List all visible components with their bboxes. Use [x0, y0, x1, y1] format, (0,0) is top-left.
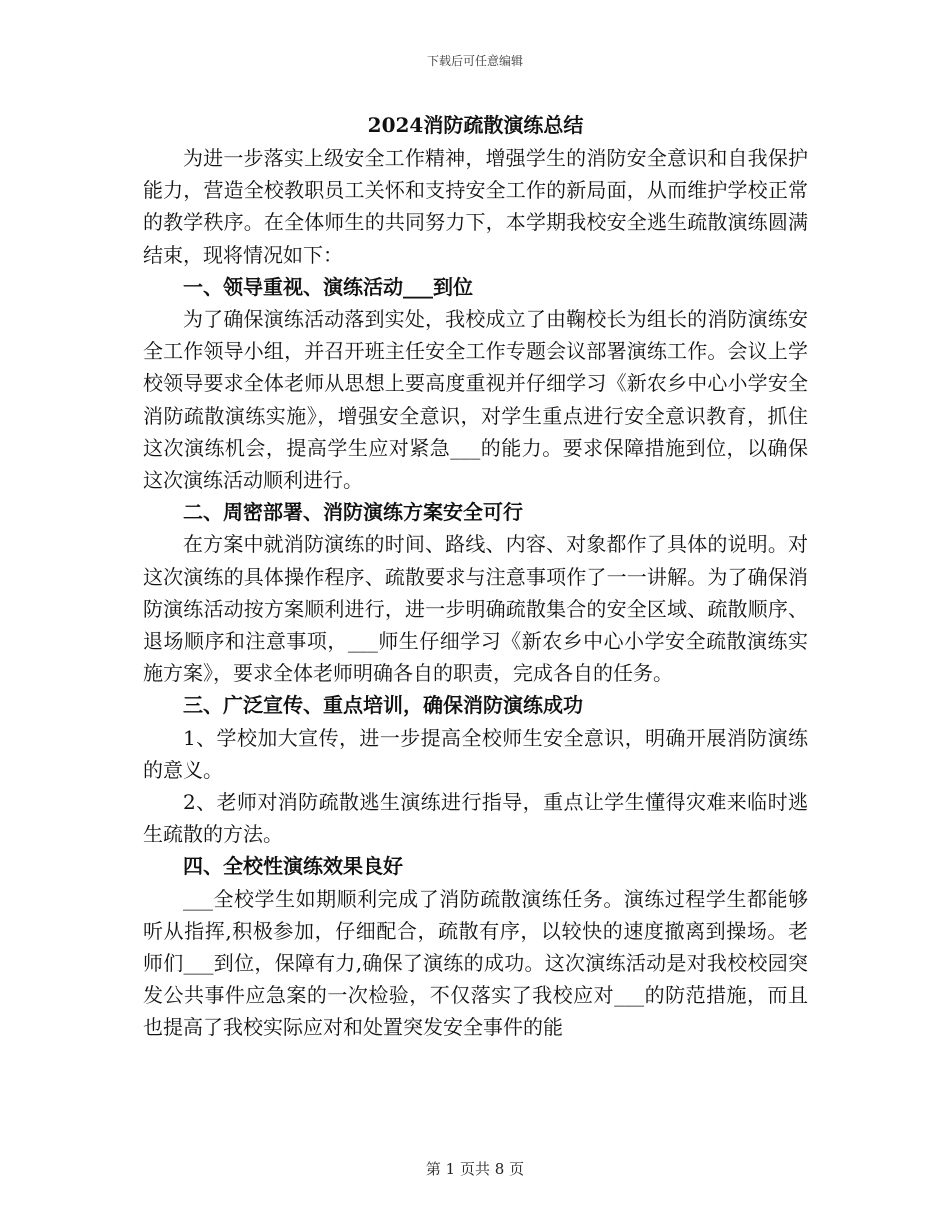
- section-2-body: 在方案中就消防演练的时间、路线、内容、对象都作了具体的说明。对这次演练的具体操作程序、疏散要求与注意事项作了一一讲解。为了确保消防演练活动按方案顺利进行，进一步明确疏散集合的安全区域、疏散顺序、退场顺序和注意事项，___师生仔细学习《新农乡中心小学安全疏散演练实施方案》，要求全体老师明确各自的职责，完成各自的任务。: [143, 532, 808, 686]
- page-header-note: 下载后可任意编辑: [426, 54, 523, 68]
- section-4-body: ___全校学生如期顺利完成了消防疏散演练任务。演练过程学生都能够听从指挥,积极参加，仔细配合，疏散有序，以较快的速度撤离到操场。老师们___到位，保障有力,确保了演练的成功。这次演练活动是对我校校园突发公共事件应急案的一次检验，不仅落实了我校应对___的防范措施，而且也提高了我校实际应对和处置突发安全事件的能: [143, 886, 808, 1040]
- intro-paragraph: 为进一步落实上级安全工作精神，增强学生的消防安全意识和自我保护能力，营造全校教职员工关怀和支持安全工作的新局面，从而维护学校正常的教学秩序。在全体师生的共同努力下，本学期我校安全逃生疏散演练圆满结束，现将情况如下：: [143, 146, 808, 267]
- section-3-heading: 三、广泛宣传、重点培训，确保消防演练成功: [183, 693, 583, 718]
- document-title: 2024消防疏散演练总结: [367, 113, 584, 137]
- page-footer-number: 第 1 页共 8 页: [425, 1160, 525, 1178]
- section-3-item-2: 2、老师对消防疏散逃生演练进行指导，重点让学生懂得灾难来临时逃生疏散的方法。: [143, 790, 808, 847]
- document-body: [143, 108, 808, 1044]
- section-1-heading: 一、领导重视、演练活动___到位: [183, 274, 473, 299]
- section-4-heading: 四、全校性演练效果良好: [183, 854, 403, 879]
- section-2-heading: 二、周密部署、消防演练方案安全可行: [183, 500, 523, 525]
- section-3-item-1: 1、学校加大宣传，进一步提高全校师生安全意识，明确开展消防演练的意义。: [143, 725, 808, 782]
- section-1-body: 为了确保演练活动落到实处，我校成立了由鞠校长为组长的消防演练安全工作领导小组，并召开班主任安全工作专题会议部署演练工作。会议上学校领导要求全体老师从思想上要高度重视并仔细学习《新农乡中心小学安全消防疏散演练实施》，增强安全意识，对学生重点进行安全意识教育，抓住这次演练机会，提高学生应对紧急___的能力。要求保障措施到位，以确保这次演练活动顺利进行。: [143, 307, 808, 493]
